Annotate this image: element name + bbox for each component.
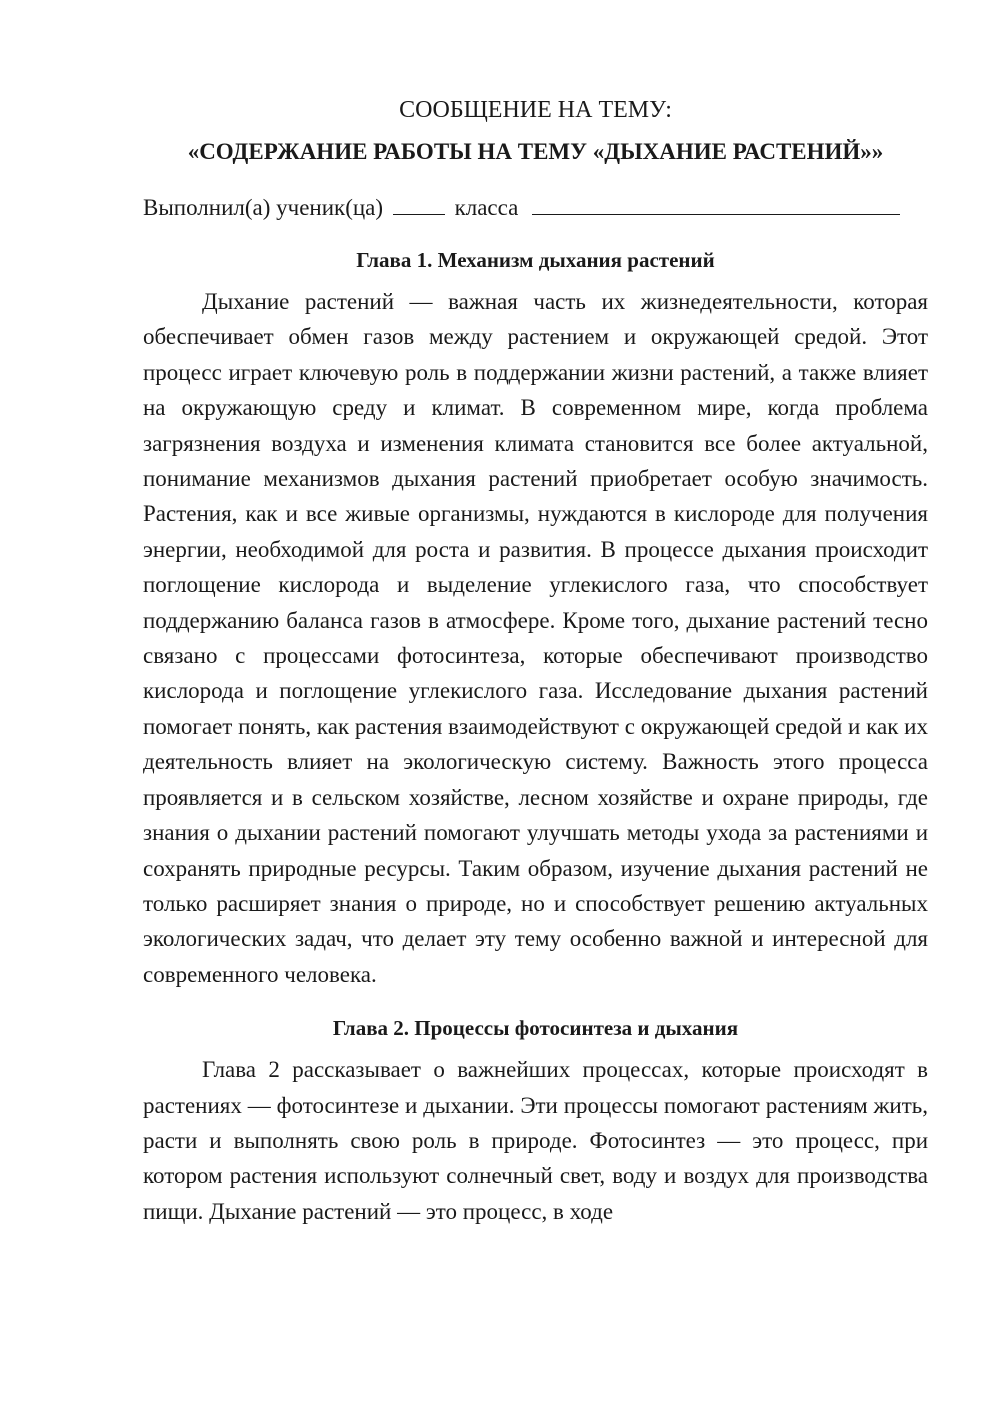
student-name-blank <box>532 188 900 215</box>
class-label: класса <box>454 195 519 220</box>
document-title: «СОДЕРЖАНИЕ РАБОТЫ НА ТЕМУ «ДЫХАНИЕ РАСТЕНИЙ»» <box>187 139 884 164</box>
chapter-1-paragraph: Дыхание растений — важная часть их жизнедеятельности, которая обеспечивает обмен газов между растением и окружающей средой. Этот процесс играет ключевую роль в поддержании жизни растений, а также влияет на окружающую среду и климат. В современном мире, когда проблема загрязнения воздуха и изменения климата становится все более актуальной, понимание механизмов дыхания растений приобретает особую значимость. Растения, как и все живые организмы, нуждаются в кислороде для получения энергии, необходимой для роста и развития. В процессе дыхания происходит поглощение кислорода и выделение углекислого газа, что способствует поддержанию баланса газов в атмосфере. Кроме того, дыхание растений тесно связано с процессами фотосинтеза, которые обеспечивают производство кислорода и поглощение углекислого газа. Исследование дыхания растений помогает понять, как растения взаимодействуют с окружающей средой и как их деятельность влияет на экологическую систему. Важность этого процесса проявляется и в сельском хозяйстве, лесном хозяйстве и охране природы, где знания о дыхании растений помогают улучшать методы ухода за растениями и сохранять природные ресурсы. Таким образом, изучение дыхания растений не только расширяет знания о природе, но и способствует решению актуальных экологических задач, что делает эту тему особенно важной и интересной для современного человека. <box>143 289 928 987</box>
author-label: Выполнил(а) ученик(ца) <box>143 195 384 220</box>
chapter-2-paragraph: Глава 2 рассказывает о важнейших процессах, которые происходят в растениях — фотосинтезе и дыхании. Эти процессы помогают растениям жить, расти и выполнять свою роль в природе. Фотосинтез — это процесс, при котором растения используют солнечный свет, воду и воздух для производства пищи. Дыхание растений — это процесс, в ходе <box>143 1057 928 1224</box>
class-number-blank <box>393 188 445 215</box>
chapter-1-heading: Глава 1. Механизм дыхания растений <box>356 248 715 272</box>
document-title-line1: СООБЩЕНИЕ НА ТЕМУ: <box>399 97 672 123</box>
author-line <box>143 188 928 228</box>
chapter-2-heading: Глава 2. Процессы фотосинтеза и дыхания <box>332 1016 739 1041</box>
document-page <box>143 90 928 1229</box>
